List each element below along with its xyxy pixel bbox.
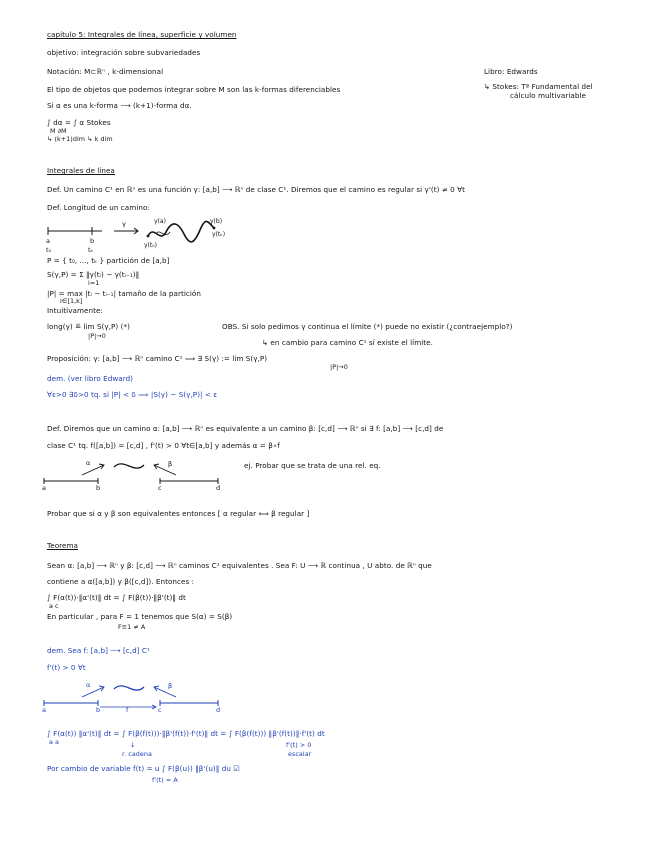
def-path: Def. Un camino C¹ en ℝⁿ es una función γ: [a,b] ⟶ ℝⁿ de clase C¹. Diremos que el camino es regular si γ'(t) ≠ 0 ∀t (47, 185, 465, 194)
exercise-note: ej. Probar que se trata de una rel. eq. (244, 461, 381, 470)
objective-line: objetivo: integración sobre subvariedades (47, 48, 201, 57)
curve-label-gamma-tk: γ(tₖ) (212, 231, 226, 238)
notation-line: Notación: M⊂ℝⁿ , k-dimensional (47, 67, 164, 76)
equiv-label-b: b (96, 484, 101, 491)
stokes-note-1: ↳ Stokes: Tª Fundamental del (484, 82, 593, 91)
proof-label-d: d (216, 706, 221, 713)
prove-regular-line: Probar que si α y β son equivalentes entonces [ α regular ⟺ β regular ] (47, 509, 310, 518)
length-definition: long(γ) ≝ lim S(γ,P) (*) (47, 322, 130, 331)
proposition-line: Proposición: γ: [a,b] ⟶ ℝⁿ camino C¹ ⟹ ∃ S(γ) := lim S(γ,P) (47, 354, 268, 363)
sum-line: S(γ,P) = Σ ‖γ(tᵢ) − γ(tᵢ₋₁)‖ (47, 270, 140, 279)
theorem-particular-sub: F≡1 ≠ A (118, 623, 146, 631)
curve-label-gamma-t0: γ(t₀) (144, 242, 157, 249)
sum-index: i=1 (88, 279, 100, 287)
observation-1: OBS. Si solo pedimos γ continua el límite (*) puede no existir (¿contraejemplo?) (222, 322, 513, 331)
intuitively-label: Intuitivamente: (47, 306, 103, 315)
partition-label-t0: t₀ (46, 246, 52, 254)
stokes-subscripts: M ∂M (50, 127, 67, 135)
proof-label-c: c (158, 706, 162, 713)
partition-size-index: i∈[1,k] (60, 297, 83, 305)
equivalence-def-2: clase C¹ tq. f([a,b]) = [c,d] , f'(t) > 0 ∀t∈[a,b] y además α = β∘f (47, 441, 280, 450)
partition-label-b: b (90, 237, 95, 245)
proof-label-f: f (126, 706, 129, 713)
proof-label-beta: β (168, 682, 173, 690)
intro-line: El tipo de objetos que podemos integrar sobre M son las k-formas diferenciables (47, 85, 341, 94)
equiv-label-d: d (216, 484, 221, 491)
curve-label-gamma-a: γ(a) (154, 218, 166, 225)
proof-change-of-variable-sub: f'(t) = A (152, 776, 178, 784)
equivalence-def-1: Def. Diremos que un camino α: [a,b] ⟶ ℝⁿ es equivalente a un camino β: [c,d] ⟶ ℝⁿ si ∃ f: [a,b] ⟶ [c,d] de (47, 424, 444, 433)
partition-line: P = { t₀, ..., tₖ } partición de [a,b] (47, 256, 170, 265)
proof-positive-derivative: f'(t) > 0 ∀t (47, 663, 86, 672)
section-heading-theorem: Teorema (47, 541, 78, 550)
book-reference: Libro: Edwards (484, 67, 538, 76)
path-label-gamma: γ (122, 220, 126, 228)
epsilon-delta-line: ∀ε>0 ∃δ>0 tq. si |P| < δ ⟹ |S(γ) − S(γ,P)| < ε (47, 390, 218, 399)
proof-label-alpha: α (86, 681, 91, 689)
theorem-line-1: Sean α: [a,b] ⟶ ℝⁿ y β: [c,d] ⟶ ℝⁿ caminos C¹ equivalentes . Sea F: U ⟶ ℝ continua , U abto. de ℝⁿ que (47, 561, 432, 570)
proof-chain-rule-note: r. cadena (122, 750, 152, 758)
equiv-label-a: a (42, 484, 46, 491)
theorem-particular: En particular , para F = 1 tenemos que S(α) = S(β) (47, 612, 233, 621)
stokes-formula: ∫ dα = ∫ α Stokes (47, 118, 111, 127)
stokes-dimensions: ↳ (k+1)dim ↳ k dim (47, 135, 113, 143)
theorem-line-2: contiene a α([a,b]) y β([c,d]). Entonces : (47, 577, 195, 586)
equiv-label-c: c (158, 484, 162, 491)
curve-label-gamma-b: γ(b) (210, 218, 223, 225)
def-length: Def. Longitud de un camino: (47, 203, 150, 212)
partition-label-a: a (46, 237, 50, 245)
proof-chain-limits: a a (49, 738, 60, 746)
proof-start: dem. Sea f: [a,b] ⟶ [c,d] C¹ (47, 646, 150, 655)
proof-change-of-variable: Por cambio de variable f(t) = u ∫ F(β(u)) ‖β'(u)‖ du ☑ (47, 764, 240, 773)
chapter-title: capítulo 5: Integrales de línea, superficie y volumen (47, 30, 237, 39)
theorem-formula: ∫ F(α(t))·‖α'(t)‖ dt = ∫ F(β(t))·‖β'(t)‖ dt (47, 593, 186, 602)
stokes-note-2: cálculo multivariable (510, 91, 586, 100)
equiv-label-alpha: α (86, 459, 91, 467)
proof-chain-arrow: ↓ (130, 741, 136, 749)
equivalence-figure (40, 455, 225, 491)
theorem-formula-limits: a c (49, 602, 59, 610)
demo-reference: dem. (ver libro Edward) (47, 374, 134, 383)
path-partition-figure (44, 214, 234, 256)
section-heading-line-integrals: Integrales de línea (47, 166, 115, 175)
proof-label-a: a (42, 706, 46, 713)
proposition-limit-sub: |P|→0 (330, 363, 348, 371)
equiv-label-beta: β (168, 460, 173, 468)
length-limit-sub: |P|→0 (88, 332, 106, 340)
proof-positive-note: f'(t) > 0 (286, 741, 312, 749)
partition-size-line: |P| = max |tᵢ − tᵢ₋₁| tamaño de la partición (47, 289, 201, 298)
proof-chain-equation: ∫ F(α(t)) ‖α'(t)‖ dt = ∫ F(β(f(t)))·‖β'(f(t))·f'(t)‖ dt = ∫ F(β(f(t))) ‖β'(f(t))‖·f'(t) dt (47, 729, 325, 738)
partition-label-tk: tₖ (88, 246, 94, 254)
proof-label-b: b (96, 706, 101, 713)
proof-figure (40, 677, 225, 713)
kform-line: Si α es una k-forma ⟶ (k+1)-forma dα. (47, 101, 192, 110)
observation-2: ↳ en cambio para camino C¹ sí existe el límite. (262, 338, 433, 347)
proof-scalar-note: escalar (288, 750, 312, 758)
